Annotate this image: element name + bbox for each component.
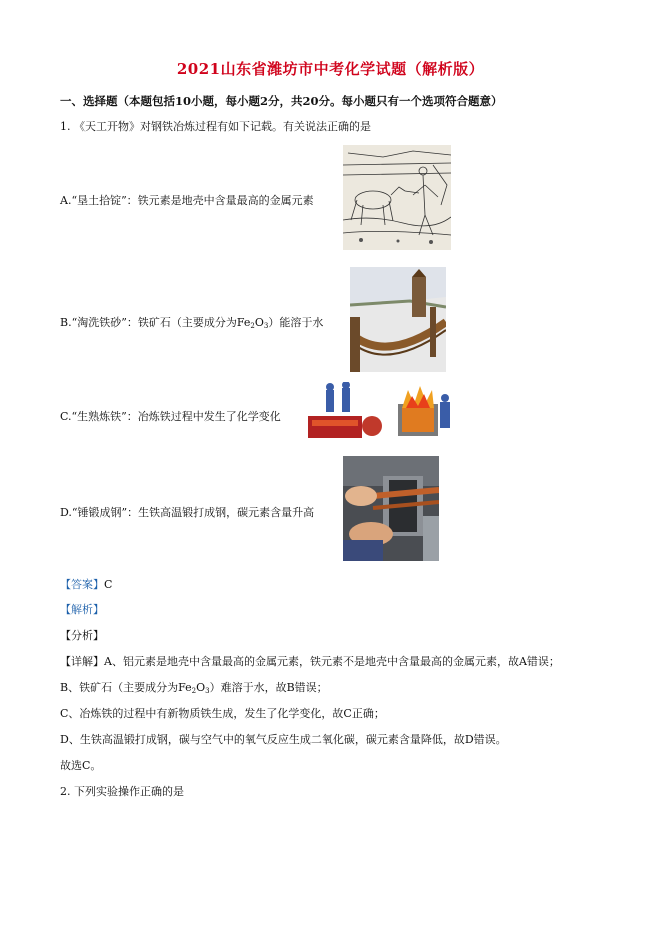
answer-line <box>60 576 112 592</box>
option-d: D.“锤锻成钢”：生铁高温锻打成钢，碳元素含量升高 <box>60 506 315 519</box>
answer-value: C <box>104 578 113 591</box>
answer-tag: 【答案】 <box>60 578 104 591</box>
option-c-illustration <box>308 382 452 446</box>
conclusion: 故选C。 <box>60 759 102 772</box>
option-d-photo <box>343 456 439 561</box>
question-2-stem: 2. 下列实验操作正确的是 <box>60 785 184 798</box>
option-a: A.“垦土拾锭”：铁元素是地壳中含量最高的金属元素 <box>60 194 314 207</box>
detail-line-b: B、铁矿石（主要成分为$Fe_2O_3$）难溶于水，故B错误； <box>60 681 328 695</box>
option-b: B.“淘洗铁砂”：铁矿石（主要成分为$Fe_2O_3$）能溶于水 <box>60 316 324 330</box>
option-c: C.“生熟炼铁”：冶炼铁过程中发生了化学变化 <box>60 410 281 423</box>
section-heading: 一、选择题（本题包括10小题，每小题2分，共20分。每小题只有一个选项符合题意） <box>60 94 503 108</box>
detail-line-a: 【详解】A、铝元素是地壳中含量最高的金属元素，铁元素不是地壳中含量最高的金属元素，故A错误； <box>60 655 560 668</box>
detail-line-c: C、冶炼铁的过程中有新物质铁生成，发生了化学变化，故C正确； <box>60 707 385 720</box>
fenxi-tag: 【分析】 <box>60 629 104 642</box>
analysis-tag: 【解析】 <box>60 603 104 616</box>
option-a-illustration <box>343 145 451 250</box>
question-1-stem: 1. 《天工开物》对钢铁冶炼过程有如下记载。有关说法正确的是 <box>60 120 371 133</box>
option-b-photo <box>350 267 446 372</box>
detail-line-d: D、生铁高温锻打成钢，碳与空气中的氧气反应生成二氧化碳，碳元素含量降低，故D错误。 <box>60 733 507 746</box>
page-title: 2021山东省潍坊市中考化学试题（解析版） <box>176 60 485 78</box>
